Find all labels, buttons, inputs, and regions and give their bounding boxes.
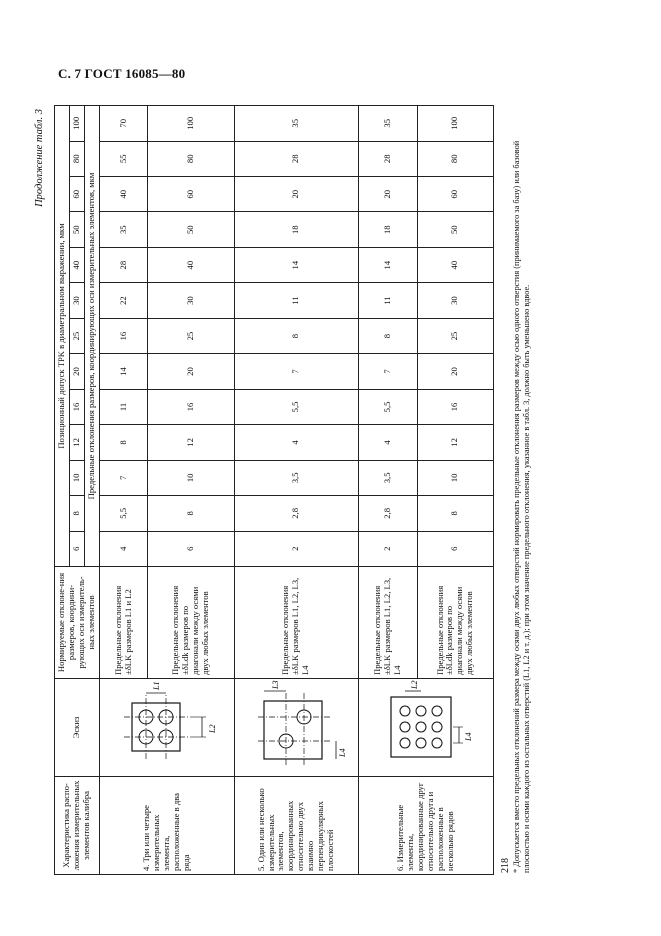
row-5-characteristic: 5. Один или несколько измерительных элементов, координированных относительно двух взаимно перпендикулярных плоскостей [235,777,359,875]
svg-text:L3: L3 [271,680,281,689]
svg-text:L2: L2 [208,724,218,733]
row-5-1-v10: 20 [235,177,359,212]
row-5-1-v9: 18 [235,212,359,247]
row-4-2-v9: 50 [148,212,235,247]
row-6-1-v2: 3,5 [358,460,417,495]
tol-12: 12 [69,425,84,460]
row-5-1-v7: 11 [235,283,359,318]
tol-20: 20 [69,354,84,389]
row-4-1-v11: 55 [99,141,147,176]
row-6-1-v10: 20 [358,177,417,212]
tol-100: 100 [69,106,84,142]
row-4-1-v5: 14 [99,354,147,389]
row-5-1-v8: 14 [235,247,359,282]
row-6-2-v7: 30 [417,283,493,318]
tolerance-table [54,105,494,875]
row-4-1-v0: 4 [99,531,147,566]
row-6-sketch [358,679,493,777]
row-6-2-v4: 16 [417,389,493,424]
svg-text:L1: L1 [152,681,162,690]
row-5-1-v12: 35 [235,106,359,142]
row-5-1-v1: 2,8 [235,496,359,531]
sketch-6-drawing [371,681,481,773]
row-4-2-v1: 8 [148,496,235,531]
tol-25: 25 [69,318,84,353]
row-4-2-v11: 80 [148,141,235,176]
tol-8: 8 [69,496,84,531]
row-6-2-v6: 25 [417,318,493,353]
col-header-characteristic: Характеристика распо-ложения измерительных элементов калибра [55,777,100,875]
sketch-5-drawing [246,681,346,773]
row-6-2-v1: 8 [417,496,493,531]
col-header-deviations: Предельные отклонения размеров, координирующих оси измерительных элементов, мкм [84,106,99,567]
row-5-1-v6: 8 [235,318,359,353]
row-6-2-v3: 12 [417,425,493,460]
row-4-2-v12: 100 [148,106,235,142]
row-6-1-v0: 2 [358,531,417,566]
row-5-1-v2: 3,5 [235,460,359,495]
row-6-2-v9: 50 [417,212,493,247]
svg-text:L4: L4 [338,748,348,757]
row-6-1-v11: 28 [358,141,417,176]
page-number: 218 [500,858,511,873]
page-header: С. 7 ГОСТ 16085—80 [58,66,186,81]
row-4-1-v6: 16 [99,318,147,353]
tol-16: 16 [69,389,84,424]
row-6-2-v5: 20 [417,354,493,389]
row-6-2-v10: 60 [417,177,493,212]
row-5-1-v4: 5,5 [235,389,359,424]
row-6-1-v9: 18 [358,212,417,247]
row-4-1-v3: 8 [99,425,147,460]
tol-10: 10 [69,460,84,495]
row-5-1-v3: 4 [235,425,359,460]
tol-60: 60 [69,177,84,212]
row-5-sketch [235,679,359,777]
row-4-1-v12: 70 [99,106,147,142]
row-5-normalized-1: Предельные отклонения ±δLK размеров L1, L2, L3, L4 [235,567,359,679]
row-6-1-v4: 5,5 [358,389,417,424]
tol-50: 50 [69,212,84,247]
row-6-1-v5: 7 [358,354,417,389]
row-6-characteristic: 6. Измерительные элементы, координированные друг относительно друга и расположенные в несколько рядов [358,777,493,875]
row-4-normalized-1: Предельные отклонения ±δLK размеров L1 и L2 [99,567,147,679]
rotated-table-page [34,105,594,881]
row-6-normalized-1: Предельные отклонения ±δLK размеров L1, L2, L3, L4 [358,567,417,679]
row-6-2-v8: 40 [417,247,493,282]
row-6-2-v12: 100 [417,106,493,142]
row-4-sketch [99,679,234,777]
row-5-1-v11: 28 [235,141,359,176]
row-6-1-v1: 2,8 [358,496,417,531]
row-4-2-v2: 10 [148,460,235,495]
row-4-1-v4: 11 [99,389,147,424]
row-6-1-v8: 14 [358,247,417,282]
row-5-1-v5: 7 [235,354,359,389]
row-4-2-v0: 6 [148,531,235,566]
svg-text:L2: L2 [409,680,419,689]
row-4-2-v5: 20 [148,354,235,389]
sketch-4-drawing [112,681,222,773]
footnote: * Допускается вместо предельных отклонений размера между осями двух любых отверстий нормировать предельные отклонения размеров между осью одного отверстия (принимаемого за базу) или базовой плоскостью и осями каждого из остальных отверстий (L1, L2 и т. д.); при этом значение предельного отклонения, указанное в табл. 3, должно быть уменьшено вдвое. [512,140,532,873]
tol-80: 80 [69,141,84,176]
row-4-2-v3: 12 [148,425,235,460]
svg-text:L4: L4 [463,732,473,741]
row-6-1-v6: 8 [358,318,417,353]
row-4-1-v7: 22 [99,283,147,318]
row-4-1-v1: 5,5 [99,496,147,531]
row-4-1-v8: 28 [99,247,147,282]
row-4-2-v4: 16 [148,389,235,424]
row-6-1-v3: 4 [358,425,417,460]
tol-40: 40 [69,247,84,282]
row-5-1-v0: 2 [235,531,359,566]
col-header-positional: Позиционный допуск TPK в диаметральном выражении, мкм [55,106,70,567]
row-4-2-v8: 40 [148,247,235,282]
row-4-2-v7: 30 [148,283,235,318]
row-4-2-v6: 25 [148,318,235,353]
continuation-label: Продолжение табл. 3 [34,109,45,207]
row-6-2-v2: 10 [417,460,493,495]
row-4-normalized-2: Предельные отклонения ±δLdk размеров по диагонали между осями двух любых элементов [148,567,235,679]
row-6-normalized-2: Предельные отклонения ±δLdk размеров по диагонали между осями двух любых элементов [417,567,493,679]
row-6-1-v7: 11 [358,283,417,318]
col-header-normalized: Нормируемые отклоне-ния размеров, координи-рующих оси измеритель-ных элементов [55,567,100,679]
row-4-1-v9: 35 [99,212,147,247]
row-6-2-v11: 80 [417,141,493,176]
row-6-1-v12: 35 [358,106,417,142]
tol-6: 6 [69,531,84,566]
row-4-1-v10: 40 [99,177,147,212]
row-6-2-v0: 6 [417,531,493,566]
col-header-sketch: Эскиз [55,679,100,777]
tol-30: 30 [69,283,84,318]
row-4-1-v2: 7 [99,460,147,495]
row-4-characteristic: 4. Три или четыре измерительных элемента, расположенные в два ряда [99,777,234,875]
row-4-2-v10: 60 [148,177,235,212]
